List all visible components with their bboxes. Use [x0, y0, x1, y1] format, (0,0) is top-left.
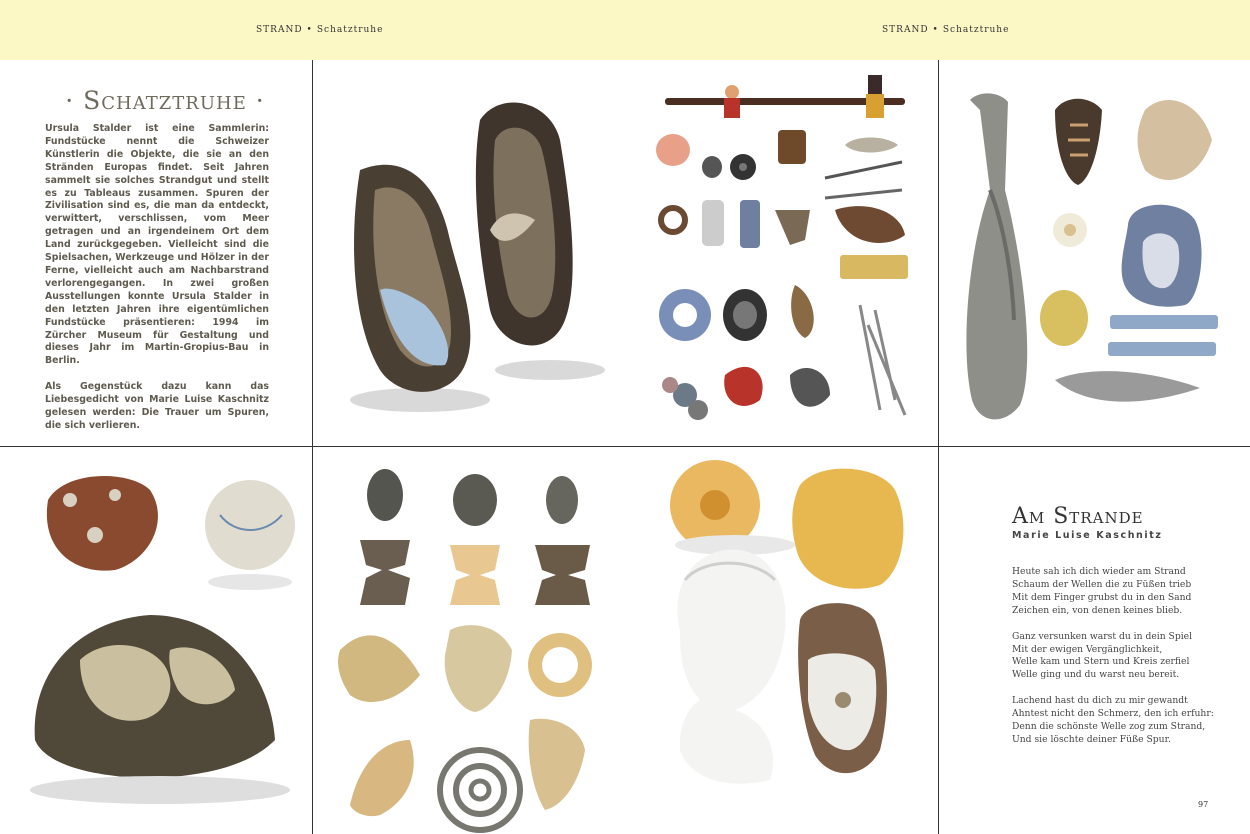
article-title: · Schatztruhe · — [65, 86, 265, 115]
running-head-left — [256, 25, 383, 35]
poem-stanza — [1012, 695, 1232, 747]
poem-line: Schaum der Wellen die zu Füßen trieb — [1012, 578, 1192, 590]
article-paragraph: Ursula Stalder ist eine Sammlerin: Fundstücke nennt die Schweizer Künstlerin die Objekte, die sie an den Stränden Europas findet. Seit Jahren sammelt sie solches Strandgut und stellt es zu Tableaus zusammen. Spuren der Zivilisation sind es, die man da entdeckt, verwittert, verschlissen, vom Meer getragen und an irgendeinem Ort dem Land zurückgegeben. Vielleicht sind die Spielsachen, Werkzeuge und Hölzer in der Ferne, vielleicht auch am Nachbarstrand verlorengegangen. In zwei großen Ausstellungen konnte Ursula Stalder in den letzten Jahren ihre eigentümlichen Fundstücke präsentieren: 1994 im Zürcher Museum für Gestaltung und dieses Jahr im Martin-Gropius-Bau in Berlin. — [45, 123, 269, 367]
page-number: 97 — [1198, 800, 1209, 809]
running-head-right — [882, 25, 1009, 35]
poem-line: Mit dem Finger grubst du in den Sand — [1012, 591, 1192, 603]
grid-rule-vertical-left — [312, 60, 313, 834]
poem-line: Ganz versunken warst du in dein Spiel — [1012, 630, 1193, 642]
grid-rule-horizontal — [0, 446, 1250, 447]
poem-text — [1012, 566, 1232, 747]
poem-line: Mit der ewigen Vergänglichkeit, — [1012, 643, 1163, 655]
poem-line: Denn die schönste Welle zog zum Strand, — [1012, 721, 1206, 733]
running-head-separator: • — [932, 25, 939, 35]
running-head-section: STRAND — [882, 25, 929, 35]
poem-author: Marie Luise Kaschnitz — [1012, 530, 1163, 541]
poem-line: Ahntest nicht den Schmerz, den ich erfuhr: — [1012, 708, 1214, 720]
poem-stanza — [1012, 631, 1232, 683]
running-head-separator: • — [306, 25, 313, 35]
header-band — [0, 0, 1250, 60]
article-paragraph: Als Gegenstück dazu kann das Liebesgedicht von Marie Luise Kaschnitz gelesen werden: Die Trauer um Spuren, die sich verlieren. — [45, 381, 269, 431]
photo-doll-and-sandal — [640, 460, 920, 830]
running-head-title: Schatztruhe — [942, 25, 1010, 35]
poem-title: Am Strande — [1012, 504, 1144, 529]
photo-rope-and-objects — [950, 70, 1240, 435]
poem-stanza — [1012, 566, 1232, 618]
photo-shell-and-stones — [20, 460, 305, 830]
poem-line: Heute sah ich dich wieder am Strand — [1012, 566, 1186, 577]
photo-small-objects — [640, 70, 920, 430]
poem-line: Lachend hast du dich zu mir gewandt — [1012, 695, 1188, 707]
poem-line: Welle ging und du warst neu bereit. — [1012, 669, 1180, 681]
poem-line: Welle kam und Stern und Kreis zerfiel — [1012, 656, 1190, 668]
photo-shoes — [330, 80, 610, 430]
article-body — [45, 123, 269, 433]
poem-line: Und sie löschte deiner Füße Spur. — [1012, 733, 1171, 745]
running-head-section: STRAND — [256, 25, 303, 35]
running-head-title: Schatztruhe — [316, 25, 384, 35]
photo-turtles-and-pieces — [330, 460, 610, 830]
poem-line: Zeichen ein, von denen keines blieb. — [1012, 604, 1183, 616]
grid-rule-vertical-right — [938, 60, 939, 834]
